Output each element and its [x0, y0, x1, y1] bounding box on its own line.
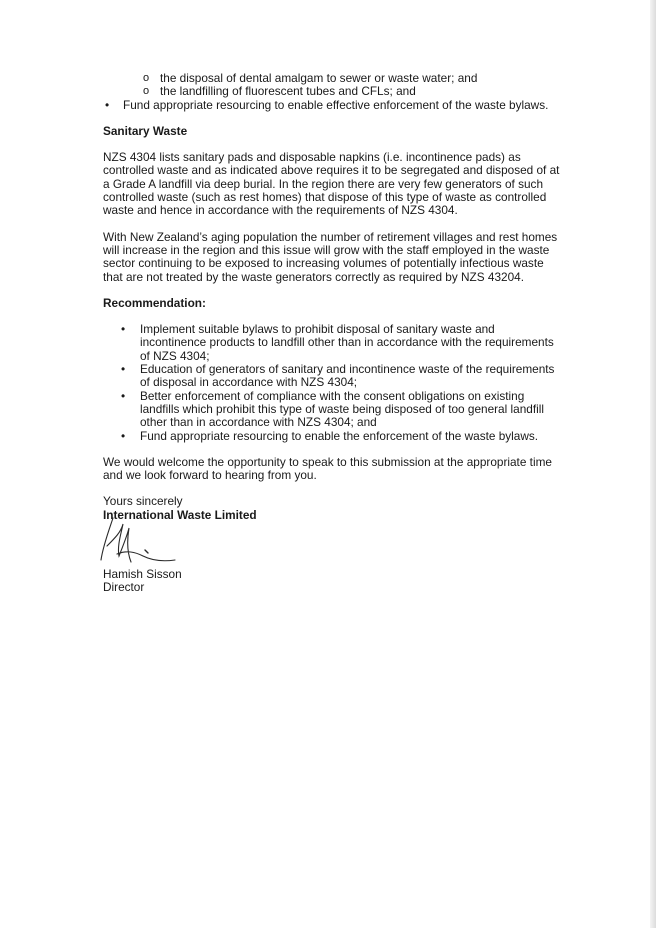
- circle-bullet-icon: o: [143, 72, 150, 84]
- letter-body: [103, 72, 563, 595]
- bullet-icon: •: [121, 388, 126, 403]
- recommendation-item-text: Fund appropriate resourcing to enable the enforcement of the waste bylaws.: [140, 428, 539, 443]
- signer-title: Director: [103, 580, 145, 595]
- recommendation-item: [103, 323, 563, 363]
- sub-list-item-text: the landfilling of fluorescent tubes and CFLs; and: [160, 84, 416, 99]
- recommendation-item: [103, 363, 563, 390]
- bullet-icon: •: [121, 322, 126, 337]
- paragraph-nzs-4304: NZS 4304 lists sanitary pads and disposable napkins (i.e. incontinence pads) as controlled waste and as indicated above requires it to be segregated and disposed of at a Grade A landfill via deep burial. In the region there are very few generators of such controlled waste (such as rest homes) that dispose of this type of waste as controlled waste and hence in accordance with the requirements of NZS 4304.: [103, 150, 560, 218]
- sub-list-item-text: the disposal of dental amalgam to sewer or waste water; and: [160, 71, 478, 85]
- circle-bullet-icon: o: [143, 85, 150, 98]
- recommendation-list: [103, 323, 563, 443]
- paragraph-aging-population: With New Zealand’s aging population the number of retirement villages and rest homes will increase in the region and this issue will grow with the staff employed in the waste sector continuing to be exposed to increasing volumes of potentially infectious waste that are not treated by the waste generators correctly as required by NZS 43204.: [103, 229, 558, 284]
- handwritten-signature: [99, 522, 189, 568]
- salutation: Yours sincerely: [103, 494, 183, 509]
- company-name: International Waste Limited: [103, 507, 257, 522]
- page-edge-shadow: [650, 0, 656, 928]
- recommendation-item-text: Education of generators of sanitary and incontinence waste of the requirements of disposal in accordance with NZS 4304;: [140, 362, 555, 390]
- sub-bullet-list: [103, 72, 563, 99]
- section-heading-recommendation: Recommendation:: [103, 295, 206, 310]
- sub-list-item: [103, 85, 563, 98]
- list-item-text: Fund appropriate resourcing to enable effective enforcement of the waste bylaws.: [123, 97, 549, 112]
- sub-list-item: [103, 72, 563, 85]
- list-item: [103, 99, 563, 112]
- signer-name: Hamish Sisson: [103, 567, 182, 582]
- section-heading-sanitary-waste: Sanitary Waste: [103, 123, 188, 138]
- recommendation-item-text: Better enforcement of compliance with the consent obligations on existing landfills which prohibit this type of waste being disposed of too general landfill other than in accordance with NZS 4304; and: [140, 388, 544, 430]
- closing-paragraph: We would welcome the opportunity to speak to this submission at the appropriate time and we look forward to hearing from you.: [103, 454, 552, 483]
- bullet-icon: •: [121, 428, 126, 443]
- recommendation-item: [103, 390, 563, 430]
- recommendation-item-text: Implement suitable bylaws to prohibit disposal of sanitary waste and incontinence products to landfill other than in accordance with the requirements of NZS 4304;: [140, 322, 554, 363]
- signature-icon: [99, 516, 189, 576]
- bullet-icon: •: [121, 362, 126, 377]
- recommendation-item: [103, 430, 563, 443]
- bullet-icon: •: [105, 97, 110, 112]
